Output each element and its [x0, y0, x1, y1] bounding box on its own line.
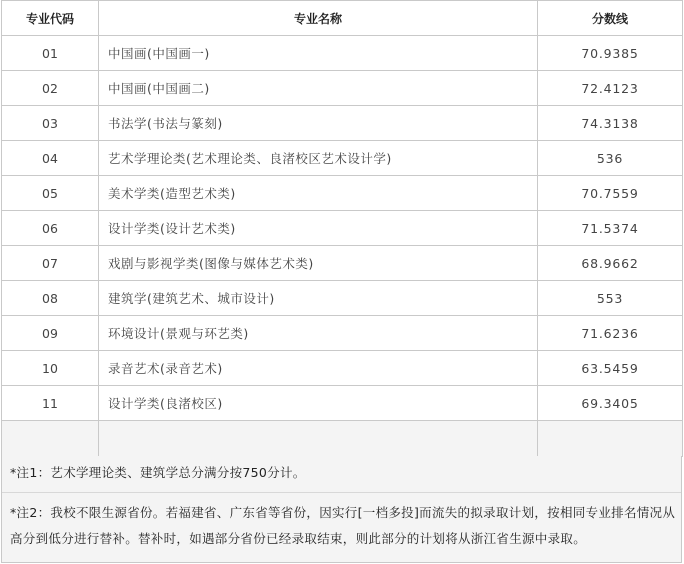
score-cell: 69.3405: [538, 386, 683, 421]
major-code-cell: 02: [2, 71, 99, 106]
major-name-cell: 美术学类(造型艺术类): [99, 176, 538, 211]
major-name-cell: 戏剧与影视学类(图像与媒体艺术类): [99, 246, 538, 281]
table-row: [2, 386, 683, 421]
table-header-row: [2, 1, 683, 36]
table-row: [2, 141, 683, 176]
header-score-line: 分数线: [538, 1, 683, 36]
major-code-cell: 08: [2, 281, 99, 316]
major-name-cell: 设计学类(良渚校区): [99, 386, 538, 421]
header-major-name: 专业名称: [99, 1, 538, 36]
empty-row: [2, 421, 683, 457]
score-cell: 71.6236: [538, 316, 683, 351]
major-code-cell: 01: [2, 36, 99, 71]
score-cell: 70.7559: [538, 176, 683, 211]
table-row: [2, 281, 683, 316]
notes-section: [1, 456, 682, 563]
score-cell: 71.5374: [538, 211, 683, 246]
major-code-cell: 06: [2, 211, 99, 246]
header-major-code: 专业代码: [2, 1, 99, 36]
empty-cell: [2, 421, 99, 457]
table-row: [2, 36, 683, 71]
table-row: [2, 246, 683, 281]
table-row: [2, 211, 683, 246]
notes-divider: [2, 492, 681, 493]
major-name-cell: 中国画(中国画一): [99, 36, 538, 71]
major-code-cell: 04: [2, 141, 99, 176]
score-cell: 68.9662: [538, 246, 683, 281]
empty-cell: [99, 421, 538, 457]
major-code-cell: 05: [2, 176, 99, 211]
score-cell: 70.9385: [538, 36, 683, 71]
note-2: *注2：我校不限生源省份。若福建省、广东省等省份，因实行[一档多投]而流失的拟录取计划，按相同专业排名情况从高分到低分进行替补。替补时，如遇部分省份已经录取结束，则此部分的计划将从浙江省生源中录取。: [10, 505, 676, 546]
major-code-cell: 10: [2, 351, 99, 386]
score-cell: 63.5459: [538, 351, 683, 386]
major-code-cell: 09: [2, 316, 99, 351]
major-code-cell: 03: [2, 106, 99, 141]
table-row: [2, 351, 683, 386]
empty-cell: [538, 421, 683, 457]
major-code-cell: 11: [2, 386, 99, 421]
major-name-cell: 录音艺术(录音艺术): [99, 351, 538, 386]
major-code-cell: 07: [2, 246, 99, 281]
major-name-cell: 中国画(中国画二): [99, 71, 538, 106]
score-table: [1, 0, 683, 457]
score-cell: 72.4123: [538, 71, 683, 106]
table-row: [2, 71, 683, 106]
note-1: *注1：艺术学理论类、建筑学总分满分按750分计。: [10, 465, 306, 480]
table-row: [2, 176, 683, 211]
major-name-cell: 艺术学理论类(艺术理论类、良渚校区艺术设计学): [99, 141, 538, 176]
score-cell: 74.3138: [538, 106, 683, 141]
major-name-cell: 设计学类(设计艺术类): [99, 211, 538, 246]
table-row: [2, 106, 683, 141]
score-cell: 553: [538, 281, 683, 316]
major-name-cell: 书法学(书法与篆刻): [99, 106, 538, 141]
major-name-cell: 建筑学(建筑艺术、城市设计): [99, 281, 538, 316]
major-name-cell: 环境设计(景观与环艺类): [99, 316, 538, 351]
table-row: [2, 316, 683, 351]
score-cell: 536: [538, 141, 683, 176]
